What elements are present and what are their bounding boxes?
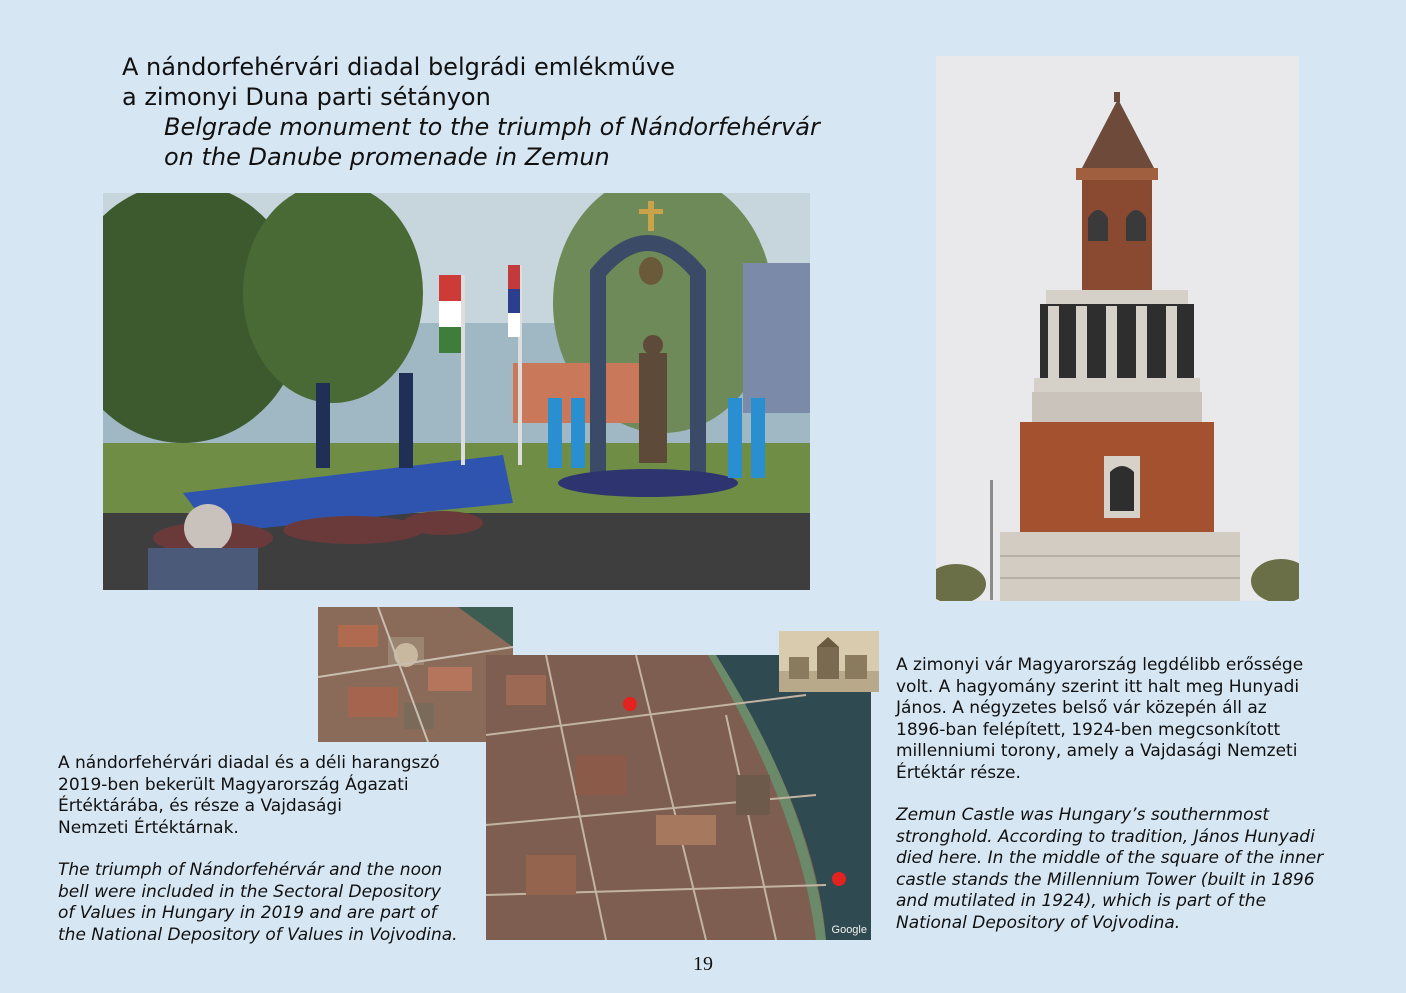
page-title bbox=[122, 52, 882, 172]
title-english-line-2: on the Danube promenade in Zemun bbox=[164, 143, 610, 171]
caption-line: National Depository of Vojvodina. bbox=[896, 912, 1181, 933]
caption-line: Zemun Castle was Hungary’s southernmost bbox=[896, 805, 1270, 825]
title-english-line-1: Belgrade monument to the triumph of Nándorfehérvár bbox=[164, 113, 820, 141]
caption-line: castle stands the Millennium Tower (built in 1896 bbox=[896, 869, 1315, 890]
caption-line: Értéktárába, és része a Vajdasági bbox=[58, 796, 342, 816]
title-hungarian-line-1: A nándorfehérvári diadal belgrádi emlékműve bbox=[122, 53, 675, 81]
caption-line: stronghold. According to tradition, János Hunyadi bbox=[896, 826, 1315, 847]
caption-english-text bbox=[896, 805, 1376, 934]
caption-english-text bbox=[58, 860, 498, 946]
monument-ceremony-photo bbox=[103, 193, 810, 590]
caption-line: A zimonyi vár Magyarország legdélibb erőssége bbox=[896, 655, 1304, 675]
millennium-tower-photo bbox=[936, 56, 1299, 601]
castle-engraving-thumbnail bbox=[779, 631, 879, 692]
google-watermark: Google bbox=[831, 924, 867, 936]
caption-line: volt. A hagyomány szerint itt halt meg Hunyadi bbox=[896, 676, 1300, 697]
caption-line: died here. In the middle of the square of the inner bbox=[896, 848, 1324, 868]
caption-line: and mutilated in 1924), which is part of the bbox=[896, 891, 1267, 911]
caption-line: 1896-ban felépített, 1924-ben megcsonkított bbox=[896, 719, 1281, 740]
millennium-tower-illustration bbox=[936, 56, 1299, 601]
caption-line: millenniumi torony, amely a Vajdasági Nemzeti bbox=[896, 741, 1298, 761]
caption-line: the National Depository of Values in Vojvodina. bbox=[58, 924, 458, 945]
caption-line: Értéktár része. bbox=[896, 762, 1021, 783]
caption-line: János. A négyzetes belső vár közepén áll az bbox=[896, 698, 1267, 718]
aerial-castle-inset-illustration bbox=[318, 607, 513, 742]
title-hungarian-line-2: a zimonyi Duna parti sétányon bbox=[122, 83, 491, 111]
caption-hungarian-text bbox=[896, 655, 1376, 784]
caption-line: bell were included in the Sectoral Depository bbox=[58, 881, 441, 902]
satellite-map-illustration bbox=[486, 655, 871, 940]
caption-hungarian-text bbox=[58, 753, 498, 839]
caption-value-depository bbox=[58, 753, 498, 946]
caption-line: Nemzeti Értéktárnak. bbox=[58, 817, 239, 838]
caption-line: of Values in Hungary in 2019 and are part of bbox=[58, 903, 437, 923]
page-number: 19 bbox=[693, 953, 713, 975]
caption-line: 2019-ben bekerült Magyarország Ágazati bbox=[58, 774, 409, 795]
castle-engraving-illustration bbox=[779, 631, 879, 692]
caption-zemun-castle bbox=[896, 655, 1376, 934]
aerial-castle-inset-photo bbox=[318, 607, 513, 742]
satellite-map-zemun bbox=[486, 655, 871, 940]
caption-line: The triumph of Nándorfehérvár and the noon bbox=[58, 860, 443, 880]
monument-ceremony-illustration bbox=[103, 193, 810, 590]
caption-line: A nándorfehérvári diadal és a déli harangszó bbox=[58, 753, 440, 773]
